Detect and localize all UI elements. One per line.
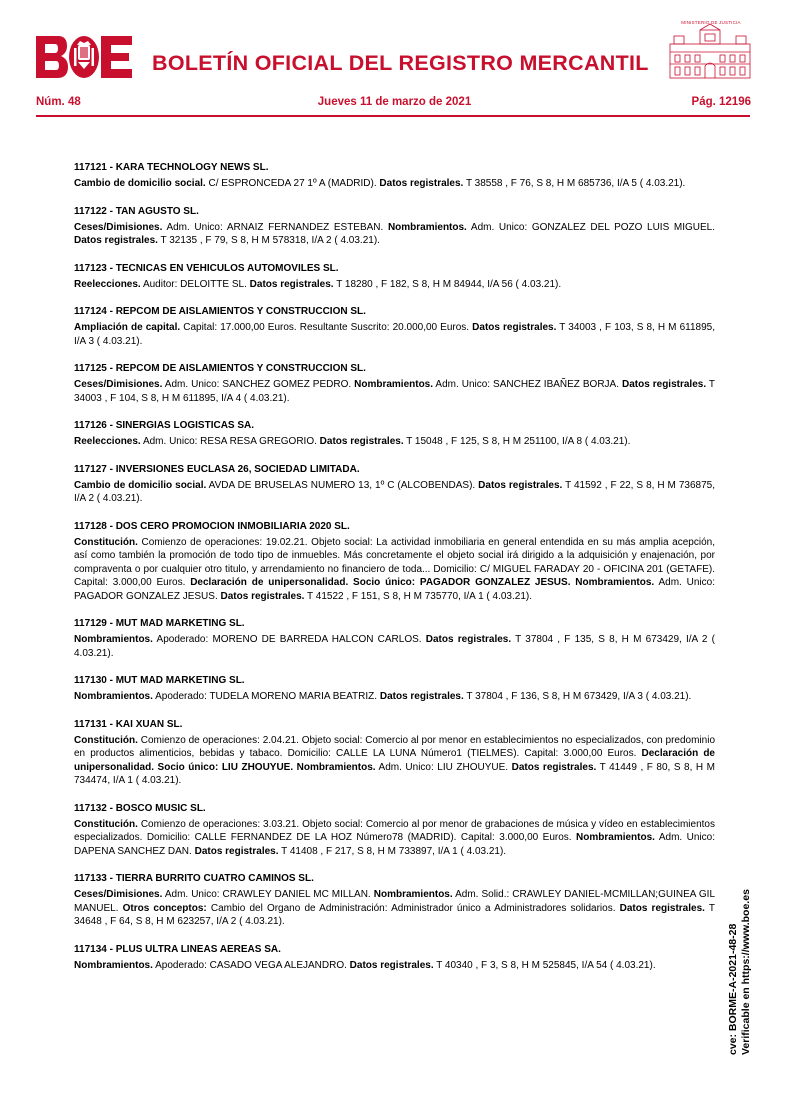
field-value: Adm. Unico: DAPENA SANCHEZ DAN. [74, 832, 715, 857]
boe-logo [36, 36, 132, 78]
field-value: T 41408 , F 217, S 8, H M 733897, I/A 1 ( 4.03.21). [278, 845, 507, 857]
entry-title: 117123 - TECNICAS EN VEHICULOS AUTOMOVILES SL. [74, 262, 339, 274]
field-label: Reelecciones. [74, 278, 141, 290]
field-value: Comienzo de operaciones: 19.02.21. Objeto social: La actividad inmobiliaria en general entendida en su más amplia acepción, así como también la promoción de todo tipo de inmuebles. Más concretamente el objeto social irá dirigido a la adquisición y enajenación, por compraventa o por cualquier otro titulo, y arrendamiento no financiero de toda... Domicilio: C/ MIGUEL FARADAY 20 - OFICINA 201 (GETAFE). Capital: 3.000,00 Euros. [74, 536, 715, 588]
entry-body [74, 959, 715, 973]
verify-url: Verificable en https://www.boe.es [740, 889, 752, 1055]
field-label: Ceses/Dimisiones. [74, 221, 163, 233]
field-value: Apoderado: TUDELA MORENO MARIA BEATRIZ. [152, 691, 380, 702]
field-value: T 41449 , F 80, S 8, H M 734474, I/A 1 ( 4.03.21). [74, 761, 715, 786]
field-label: Cambio de domicilio social. [74, 178, 206, 189]
entry-body [74, 221, 715, 248]
field-value: Apoderado: MORENO DE BARREDA HALCON CARLOS. [152, 634, 426, 645]
list-item [74, 520, 715, 604]
entry-body [74, 378, 715, 405]
issue-date: Jueves 11 de marzo de 2021 [317, 96, 472, 108]
field-label: Datos registrales. [194, 845, 279, 857]
entry-title: 117121 - KARA TECHNOLOGY NEWS SL. [74, 162, 269, 173]
field-value: Adm. Solid.: CRAWLEY DANIEL-MCMILLAN;GUINEA GIL MANUEL. [74, 889, 716, 914]
field-label: Datos registrales. [379, 691, 464, 702]
field-label: Nombramientos. [74, 691, 153, 702]
entry-title: 117127 - INVERSIONES EUCLASA 26, SOCIEDAD LIMITADA. [74, 463, 360, 475]
entry-body [74, 435, 715, 449]
entry-body [74, 479, 715, 506]
list-item [74, 617, 715, 660]
cve-code: cve: BORME-A-2021-48-28 [727, 923, 739, 1055]
field-value: T 34003 , F 103, S 8, H M 611895, I/A 3 ( 4.03.21). [74, 322, 715, 347]
field-label: Ceses/Dimisiones. [74, 379, 163, 390]
field-label: Nombramientos. [576, 832, 655, 843]
field-value: Adm. Unico: ARNAIZ FERNANDEZ ESTEBAN. [162, 221, 388, 233]
field-value: Comienzo de operaciones: 2.04.21. Objeto social: Comercio al por menor en establecimientos no especializados, con predominio en productos alimenticios, bebidas y tabaco. Domicilio: CALLE LA LUNA Número1 (TIELMES). Capital: 3.000,00 Euros. [74, 734, 715, 759]
field-label: Datos registrales. [478, 479, 563, 491]
page-number: Pág. 12196 [691, 96, 751, 108]
entry-body [74, 690, 715, 704]
ministry-building-icon [668, 20, 752, 80]
field-label: Declaración de unipersonalidad. Socio único: LIU ZHOUYUE. Nombramientos. [74, 748, 715, 773]
list-item [74, 419, 715, 449]
entry-title: 117124 - REPCOM DE AISLAMIENTOS Y CONSTRUCCION SL. [74, 306, 366, 317]
field-value: Adm. Unico: CRAWLEY DANIEL MC MILLAN. [162, 889, 374, 900]
entry-body [74, 734, 715, 788]
field-value: AVDA DE BRUSELAS NUMERO 13, 1º C (ALCOBENDAS). [206, 479, 479, 491]
field-value: Adm. Unico: PAGADOR GONZALEZ JESUS. [74, 577, 715, 602]
list-item [74, 872, 715, 929]
field-label: Nombramientos. [74, 634, 153, 645]
field-value: T 34648 , F 64, S 8, H M 623257, I/A 2 ( 4.03.21). [74, 902, 715, 927]
field-label: Datos registrales. [74, 235, 158, 246]
field-label: Otros conceptos: [122, 902, 207, 914]
field-value: T 37804 , F 136, S 8, H M 673429, I/A 3 ( 4.03.21). [463, 691, 692, 702]
field-value: T 18280 , F 182, S 8, H M 84944, I/A 56 ( 4.03.21). [333, 278, 562, 290]
list-item [74, 161, 715, 191]
field-value: T 41592 , F 22, S 8, H M 736875, I/A 2 ( 4.03.21). [74, 479, 716, 504]
field-label: Nombramientos. [387, 221, 467, 233]
field-label: Nombramientos. [74, 959, 153, 971]
field-label: Ceses/Dimisiones. [74, 889, 163, 900]
list-item [74, 362, 715, 405]
entry-title: 117125 - REPCOM DE AISLAMIENTOS Y CONSTRUCCION SL. [74, 363, 366, 374]
field-label: Declaración de unipersonalidad. Socio único: PAGADOR GONZALEZ JESUS. Nombramientos. [190, 577, 655, 588]
field-label: Datos registrales. [511, 761, 597, 773]
field-label: Constitución. [74, 818, 138, 830]
entry-title: 117132 - BOSCO MUSIC SL. [74, 802, 206, 814]
list-item [74, 943, 715, 973]
ministry-label: MINISTERIO DE JUSTICIA [681, 20, 741, 25]
entry-title: 117130 - MUT MAD MARKETING SL. [74, 675, 245, 686]
field-label: Cambio de domicilio social. [74, 479, 207, 491]
field-value: Adm. Unico: SANCHEZ GOMEZ PEDRO. [162, 379, 355, 390]
list-item [74, 262, 715, 292]
issue-number: Núm. 48 [36, 96, 81, 108]
entry-body [74, 278, 715, 292]
page-title: BOLETÍN OFICIAL DEL REGISTRO MERCANTIL [152, 51, 649, 75]
field-value: Auditor: DELOITTE SL. [140, 278, 250, 290]
field-label: Datos registrales. [621, 379, 707, 390]
verification-text [727, 889, 753, 1055]
field-value: T 40340 , F 3, S 8, H M 525845, I/A 54 ( 4.03.21). [433, 959, 656, 971]
field-label: Nombramientos. [373, 889, 453, 900]
entry-title: 117134 - PLUS ULTRA LINEAS AEREAS SA. [74, 943, 281, 955]
field-label: Datos registrales. [220, 590, 305, 602]
entries-list [74, 161, 715, 986]
field-label: Datos registrales. [619, 902, 705, 914]
list-item [74, 205, 715, 248]
entry-title: 117122 - TAN AGUSTO SL. [74, 205, 199, 217]
field-value: T 34003 , F 104, S 8, H M 611895, I/A 4 ( 4.03.21). [74, 379, 716, 404]
field-value: Adm. Unico: LIU ZHOUYUE. [375, 761, 512, 773]
field-value: Cambio del Organo de Administración: Administrador único a Administradores solidarios. [206, 902, 620, 914]
field-value: Capital: 17.000,00 Euros. Resultante Suscrito: 20.000,00 Euros. [180, 322, 473, 333]
entry-title: 117126 - SINERGIAS LOGISTICAS SA. [74, 420, 255, 431]
entry-body [74, 536, 715, 604]
entry-title: 117133 - TIERRA BURRITO CUATRO CAMINOS SL. [74, 873, 314, 884]
field-value: Adm. Unico: SANCHEZ IBAÑEZ BORJA. [433, 379, 622, 390]
field-value: Adm. Unico: RESA RESA GREGORIO. [140, 436, 320, 447]
field-label: Datos registrales. [249, 278, 334, 290]
field-value: T 41522 , F 151, S 8, H M 735770, I/A 1 ( 4.03.21). [304, 590, 533, 602]
entry-body [74, 177, 715, 191]
field-label: Datos registrales. [425, 634, 512, 645]
field-label: Datos registrales. [319, 436, 404, 447]
field-value: T 15048 , F 125, S 8, H M 251100, I/A 8 ( 4.03.21). [403, 436, 631, 447]
field-label: Datos registrales. [379, 178, 464, 189]
field-label: Ampliación de capital. [74, 322, 181, 333]
entry-body [74, 633, 715, 660]
field-label: Datos registrales. [349, 959, 434, 971]
field-value: T 37804 , F 135, S 8, H M 673429, I/A 2 ( 4.03.21). [74, 634, 715, 659]
entry-title: 117128 - DOS CERO PROMOCION INMOBILIARIA 2020 SL. [74, 520, 350, 532]
field-value: T 32135 , F 79, S 8, H M 578318, I/A 2 ( 4.03.21). [157, 235, 380, 246]
field-label: Constitución. [74, 536, 138, 548]
list-item [74, 674, 715, 704]
list-item [74, 463, 715, 506]
entry-body [74, 818, 715, 859]
field-label: Datos registrales. [472, 322, 557, 333]
entry-body [74, 888, 715, 929]
field-value: Apoderado: CASADO VEGA ALEJANDRO. [152, 959, 350, 971]
header-divider [36, 115, 750, 117]
list-item [74, 718, 715, 788]
field-label: Constitución. [74, 734, 138, 746]
field-label: Reelecciones. [74, 436, 141, 447]
field-value: C/ ESPRONCEDA 27 1º A (MADRID). [205, 178, 380, 189]
entry-body [74, 321, 715, 348]
field-value: Comienzo de operaciones: 3.03.21. Objeto social: Comercio al por menor de grabaciones de música y vídeo en establecimientos especializados. Domicilio: CALLE FERNANDEZ DE LA HOZ Número78 (MADRID). Capital: 3.000,00 Euros. [74, 818, 715, 843]
entry-title: 117129 - MUT MAD MARKETING SL. [74, 618, 245, 629]
entry-title: 117131 - KAI XUAN SL. [74, 718, 183, 730]
list-item [74, 802, 715, 859]
field-value: Adm. Unico: GONZALEZ DEL POZO LUIS MIGUEL. [466, 221, 715, 233]
field-label: Nombramientos. [354, 379, 434, 390]
list-item [74, 305, 715, 348]
field-value: T 38558 , F 76, S 8, H M 685736, I/A 5 ( 4.03.21). [463, 178, 686, 189]
